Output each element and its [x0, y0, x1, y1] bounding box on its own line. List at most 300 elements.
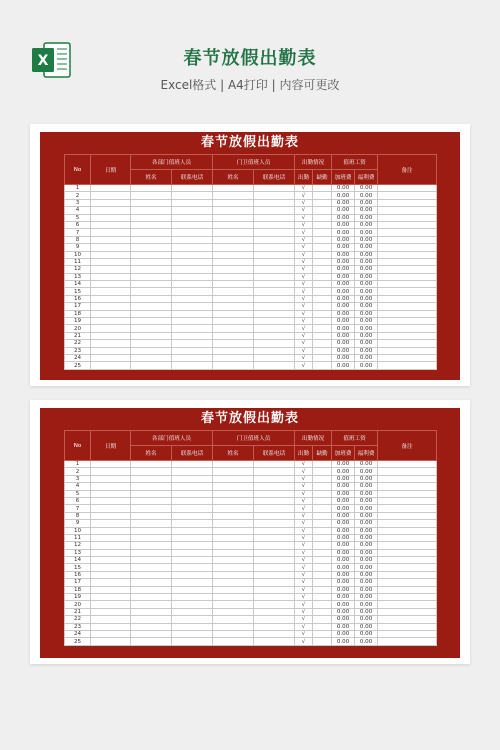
cell-guard-name	[213, 310, 254, 317]
cell-no: 14	[65, 281, 91, 288]
cell-overtime: 0.00	[332, 362, 355, 369]
cell-date	[91, 594, 131, 601]
table-row	[65, 534, 437, 541]
cell-no: 20	[65, 325, 91, 332]
cell-guard-phone	[254, 192, 295, 199]
cell-present: √	[295, 623, 313, 630]
cell-guard-name	[213, 199, 254, 206]
cell-dept-phone	[172, 340, 213, 347]
cell-guard-name	[213, 601, 254, 608]
cell-no: 18	[65, 310, 91, 317]
cell-present: √	[295, 214, 313, 221]
cell-present: √	[295, 251, 313, 258]
header-no: No	[65, 431, 91, 461]
cell-absent	[313, 608, 332, 615]
sheet-preview-2	[30, 400, 470, 664]
cell-welfare: 0.00	[355, 579, 378, 586]
table-row	[65, 310, 437, 317]
cell-overtime: 0.00	[332, 564, 355, 571]
header-overtime: 加班费	[332, 170, 355, 185]
cell-dept-phone	[172, 318, 213, 325]
cell-present: √	[295, 362, 313, 369]
cell-guard-name	[213, 520, 254, 527]
cell-dept-name	[131, 303, 172, 310]
cell-absent	[313, 497, 332, 504]
cell-dept-phone	[172, 594, 213, 601]
cell-dept-name	[131, 192, 172, 199]
cell-guard-name	[213, 483, 254, 490]
cell-welfare: 0.00	[355, 594, 378, 601]
cell-guard-name	[213, 281, 254, 288]
cell-date	[91, 347, 131, 354]
table-row	[65, 512, 437, 519]
cell-welfare: 0.00	[355, 461, 378, 468]
cell-present: √	[295, 490, 313, 497]
table-row	[65, 295, 437, 302]
cell-dept-phone	[172, 273, 213, 280]
cell-guard-name	[213, 638, 254, 645]
cell-absent	[313, 461, 332, 468]
cell-remark	[378, 586, 437, 593]
cell-remark	[378, 281, 437, 288]
page-subtitle: Excel格式 | A4打印 | 内容可更改	[160, 78, 340, 92]
cell-welfare: 0.00	[355, 340, 378, 347]
cell-guard-name	[213, 354, 254, 361]
cell-welfare: 0.00	[355, 601, 378, 608]
cell-dept-phone	[172, 251, 213, 258]
cell-dept-phone	[172, 244, 213, 251]
table-row	[65, 288, 437, 295]
cell-overtime: 0.00	[332, 251, 355, 258]
cell-dept-name	[131, 310, 172, 317]
table-row	[65, 318, 437, 325]
cell-remark	[378, 490, 437, 497]
cell-welfare: 0.00	[355, 273, 378, 280]
cell-overtime: 0.00	[332, 520, 355, 527]
cell-no: 17	[65, 303, 91, 310]
cell-present: √	[295, 475, 313, 482]
cell-guard-phone	[254, 310, 295, 317]
cell-welfare: 0.00	[355, 221, 378, 228]
table-row	[65, 594, 437, 601]
cell-dept-phone	[172, 534, 213, 541]
cell-date	[91, 512, 131, 519]
cell-guard-phone	[254, 579, 295, 586]
cell-guard-phone	[254, 608, 295, 615]
cell-guard-phone	[254, 266, 295, 273]
cell-dept-name	[131, 251, 172, 258]
cell-absent	[313, 542, 332, 549]
table-row	[65, 266, 437, 273]
cell-overtime: 0.00	[332, 281, 355, 288]
cell-guard-name	[213, 332, 254, 339]
cell-present: √	[295, 295, 313, 302]
cell-guard-phone	[254, 354, 295, 361]
cell-date	[91, 579, 131, 586]
cell-welfare: 0.00	[355, 236, 378, 243]
cell-present: √	[295, 594, 313, 601]
attendance-table	[64, 430, 437, 646]
cell-dept-phone	[172, 542, 213, 549]
cell-dept-name	[131, 630, 172, 637]
cell-remark	[378, 616, 437, 623]
header-dept-group: 各部门值班人员	[131, 431, 213, 446]
cell-welfare: 0.00	[355, 251, 378, 258]
cell-date	[91, 310, 131, 317]
cell-remark	[378, 258, 437, 265]
table-row	[65, 347, 437, 354]
cell-overtime: 0.00	[332, 586, 355, 593]
cell-dept-name	[131, 601, 172, 608]
cell-absent	[313, 362, 332, 369]
table-row	[65, 475, 437, 482]
cell-welfare: 0.00	[355, 475, 378, 482]
cell-present: √	[295, 549, 313, 556]
cell-overtime: 0.00	[332, 258, 355, 265]
header-absent: 缺勤	[313, 170, 332, 185]
cell-present: √	[295, 185, 313, 192]
cell-remark	[378, 497, 437, 504]
page-title: 春节放假出勤表	[183, 48, 317, 69]
cell-dept-phone	[172, 630, 213, 637]
cell-dept-phone	[172, 549, 213, 556]
cell-guard-phone	[254, 273, 295, 280]
cell-absent	[313, 192, 332, 199]
cell-date	[91, 520, 131, 527]
cell-guard-name	[213, 594, 254, 601]
cell-guard-phone	[254, 185, 295, 192]
cell-no: 10	[65, 251, 91, 258]
cell-no: 15	[65, 564, 91, 571]
cell-overtime: 0.00	[332, 579, 355, 586]
cell-remark	[378, 461, 437, 468]
cell-dept-phone	[172, 199, 213, 206]
cell-absent	[313, 310, 332, 317]
cell-remark	[378, 251, 437, 258]
table-row	[65, 586, 437, 593]
cell-no: 2	[65, 192, 91, 199]
cell-welfare: 0.00	[355, 571, 378, 578]
cell-guard-name	[213, 207, 254, 214]
table-row	[65, 527, 437, 534]
cell-dept-name	[131, 325, 172, 332]
cell-present: √	[295, 325, 313, 332]
cell-absent	[313, 258, 332, 265]
cell-overtime: 0.00	[332, 207, 355, 214]
cell-date	[91, 229, 131, 236]
cell-dept-phone	[172, 310, 213, 317]
table-row	[65, 564, 437, 571]
cell-remark	[378, 601, 437, 608]
cell-guard-phone	[254, 236, 295, 243]
header-guard-name: 姓名	[213, 446, 254, 461]
cell-dept-phone	[172, 638, 213, 645]
cell-date	[91, 266, 131, 273]
cell-date	[91, 251, 131, 258]
cell-overtime: 0.00	[332, 616, 355, 623]
cell-guard-phone	[254, 475, 295, 482]
cell-overtime: 0.00	[332, 221, 355, 228]
cell-date	[91, 273, 131, 280]
cell-dept-name	[131, 295, 172, 302]
cell-date	[91, 199, 131, 206]
header-guard-name: 姓名	[213, 170, 254, 185]
cell-date	[91, 258, 131, 265]
cell-date	[91, 295, 131, 302]
cell-welfare: 0.00	[355, 207, 378, 214]
excel-icon-letter: X	[37, 53, 49, 69]
cell-absent	[313, 468, 332, 475]
cell-absent	[313, 623, 332, 630]
cell-dept-phone	[172, 266, 213, 273]
table-row	[65, 303, 437, 310]
cell-guard-name	[213, 303, 254, 310]
table-row	[65, 483, 437, 490]
table-row	[65, 505, 437, 512]
table-row	[65, 340, 437, 347]
cell-absent	[313, 483, 332, 490]
cell-guard-name	[213, 586, 254, 593]
cell-present: √	[295, 497, 313, 504]
cell-dept-name	[131, 571, 172, 578]
cell-welfare: 0.00	[355, 616, 378, 623]
cell-absent	[313, 354, 332, 361]
cell-no: 11	[65, 534, 91, 541]
cell-guard-name	[213, 251, 254, 258]
cell-dept-phone	[172, 461, 213, 468]
cell-dept-phone	[172, 362, 213, 369]
cell-dept-name	[131, 483, 172, 490]
cell-guard-phone	[254, 564, 295, 571]
cell-absent	[313, 281, 332, 288]
cell-present: √	[295, 520, 313, 527]
cell-guard-phone	[254, 505, 295, 512]
cell-overtime: 0.00	[332, 505, 355, 512]
cell-absent	[313, 347, 332, 354]
cell-dept-name	[131, 318, 172, 325]
cell-dept-name	[131, 616, 172, 623]
cell-welfare: 0.00	[355, 608, 378, 615]
cell-present: √	[295, 483, 313, 490]
table-row	[65, 638, 437, 645]
table-row	[65, 542, 437, 549]
cell-dept-phone	[172, 490, 213, 497]
cell-date	[91, 497, 131, 504]
cell-dept-name	[131, 244, 172, 251]
header-dept-phone: 联系电话	[172, 170, 213, 185]
cell-no: 5	[65, 490, 91, 497]
cell-dept-name	[131, 273, 172, 280]
cell-dept-phone	[172, 623, 213, 630]
cell-remark	[378, 340, 437, 347]
cell-no: 16	[65, 295, 91, 302]
cell-guard-phone	[254, 534, 295, 541]
cell-no: 8	[65, 512, 91, 519]
cell-date	[91, 288, 131, 295]
cell-remark	[378, 512, 437, 519]
cell-welfare: 0.00	[355, 229, 378, 236]
cell-absent	[313, 475, 332, 482]
cell-guard-name	[213, 505, 254, 512]
cell-guard-phone	[254, 229, 295, 236]
cell-guard-name	[213, 630, 254, 637]
cell-guard-name	[213, 623, 254, 630]
cell-absent	[313, 512, 332, 519]
cell-guard-phone	[254, 281, 295, 288]
cell-remark	[378, 630, 437, 637]
cell-dept-name	[131, 527, 172, 534]
cell-no: 25	[65, 362, 91, 369]
cell-present: √	[295, 303, 313, 310]
cell-no: 6	[65, 497, 91, 504]
cell-overtime: 0.00	[332, 347, 355, 354]
cell-overtime: 0.00	[332, 288, 355, 295]
cell-guard-phone	[254, 527, 295, 534]
cell-guard-phone	[254, 542, 295, 549]
cell-present: √	[295, 527, 313, 534]
cell-overtime: 0.00	[332, 310, 355, 317]
cell-dept-name	[131, 497, 172, 504]
cell-remark	[378, 468, 437, 475]
cell-guard-phone	[254, 586, 295, 593]
cell-date	[91, 281, 131, 288]
cell-no: 23	[65, 623, 91, 630]
cell-remark	[378, 483, 437, 490]
cell-absent	[313, 601, 332, 608]
cell-no: 15	[65, 288, 91, 295]
cell-date	[91, 244, 131, 251]
cell-dept-phone	[172, 608, 213, 615]
cell-present: √	[295, 571, 313, 578]
cell-overtime: 0.00	[332, 483, 355, 490]
cell-guard-name	[213, 608, 254, 615]
cell-overtime: 0.00	[332, 303, 355, 310]
table-row	[65, 623, 437, 630]
cell-guard-phone	[254, 571, 295, 578]
cell-present: √	[295, 564, 313, 571]
cell-present: √	[295, 534, 313, 541]
cell-guard-phone	[254, 557, 295, 564]
cell-absent	[313, 214, 332, 221]
cell-guard-name	[213, 461, 254, 468]
cell-welfare: 0.00	[355, 244, 378, 251]
cell-dept-name	[131, 512, 172, 519]
cell-dept-phone	[172, 586, 213, 593]
cell-guard-name	[213, 288, 254, 295]
cell-date	[91, 571, 131, 578]
cell-absent	[313, 490, 332, 497]
cell-overtime: 0.00	[332, 630, 355, 637]
cell-guard-name	[213, 244, 254, 251]
table-row	[65, 236, 437, 243]
cell-guard-name	[213, 542, 254, 549]
cell-dept-name	[131, 207, 172, 214]
cell-date	[91, 601, 131, 608]
cell-absent	[313, 273, 332, 280]
cell-guard-phone	[254, 549, 295, 556]
cell-absent	[313, 244, 332, 251]
cell-no: 7	[65, 229, 91, 236]
cell-date	[91, 549, 131, 556]
cell-remark	[378, 214, 437, 221]
cell-dept-phone	[172, 354, 213, 361]
cell-overtime: 0.00	[332, 638, 355, 645]
cell-date	[91, 332, 131, 339]
cell-dept-name	[131, 520, 172, 527]
cell-present: √	[295, 236, 313, 243]
cell-overtime: 0.00	[332, 534, 355, 541]
cell-remark	[378, 185, 437, 192]
header-dept-name: 姓名	[131, 170, 172, 185]
cell-guard-name	[213, 192, 254, 199]
table-row	[65, 497, 437, 504]
table-row	[65, 490, 437, 497]
cell-guard-name	[213, 616, 254, 623]
cell-absent	[313, 318, 332, 325]
cell-no: 21	[65, 332, 91, 339]
cell-present: √	[295, 512, 313, 519]
cell-guard-name	[213, 266, 254, 273]
cell-dept-name	[131, 266, 172, 273]
cell-present: √	[295, 557, 313, 564]
cell-date	[91, 564, 131, 571]
cell-present: √	[295, 199, 313, 206]
cell-dept-phone	[172, 229, 213, 236]
header-date: 日期	[91, 431, 131, 461]
cell-welfare: 0.00	[355, 310, 378, 317]
cell-date	[91, 318, 131, 325]
header-attendance-group: 出勤情况	[295, 431, 332, 446]
cell-welfare: 0.00	[355, 318, 378, 325]
cell-dept-name	[131, 505, 172, 512]
cell-remark	[378, 557, 437, 564]
header-no: No	[65, 155, 91, 185]
cell-guard-phone	[254, 512, 295, 519]
table-row	[65, 325, 437, 332]
cell-overtime: 0.00	[332, 244, 355, 251]
cell-guard-phone	[254, 214, 295, 221]
cell-welfare: 0.00	[355, 542, 378, 549]
cell-no: 9	[65, 520, 91, 527]
cell-present: √	[295, 192, 313, 199]
cell-welfare: 0.00	[355, 325, 378, 332]
cell-dept-phone	[172, 214, 213, 221]
header-attendance-group: 出勤情况	[295, 155, 332, 170]
table-row	[65, 229, 437, 236]
cell-dept-name	[131, 549, 172, 556]
cell-dept-name	[131, 557, 172, 564]
cell-guard-name	[213, 490, 254, 497]
table-row	[65, 608, 437, 615]
cell-date	[91, 608, 131, 615]
cell-welfare: 0.00	[355, 497, 378, 504]
cell-no: 13	[65, 273, 91, 280]
cell-dept-name	[131, 199, 172, 206]
cell-guard-name	[213, 512, 254, 519]
cell-overtime: 0.00	[332, 214, 355, 221]
cell-remark	[378, 534, 437, 541]
cell-welfare: 0.00	[355, 295, 378, 302]
cell-no: 8	[65, 236, 91, 243]
cell-remark	[378, 608, 437, 615]
cell-guard-name	[213, 273, 254, 280]
cell-welfare: 0.00	[355, 354, 378, 361]
cell-guard-name	[213, 229, 254, 236]
cell-absent	[313, 332, 332, 339]
header-overtime: 加班费	[332, 446, 355, 461]
cell-guard-name	[213, 362, 254, 369]
cell-welfare: 0.00	[355, 586, 378, 593]
